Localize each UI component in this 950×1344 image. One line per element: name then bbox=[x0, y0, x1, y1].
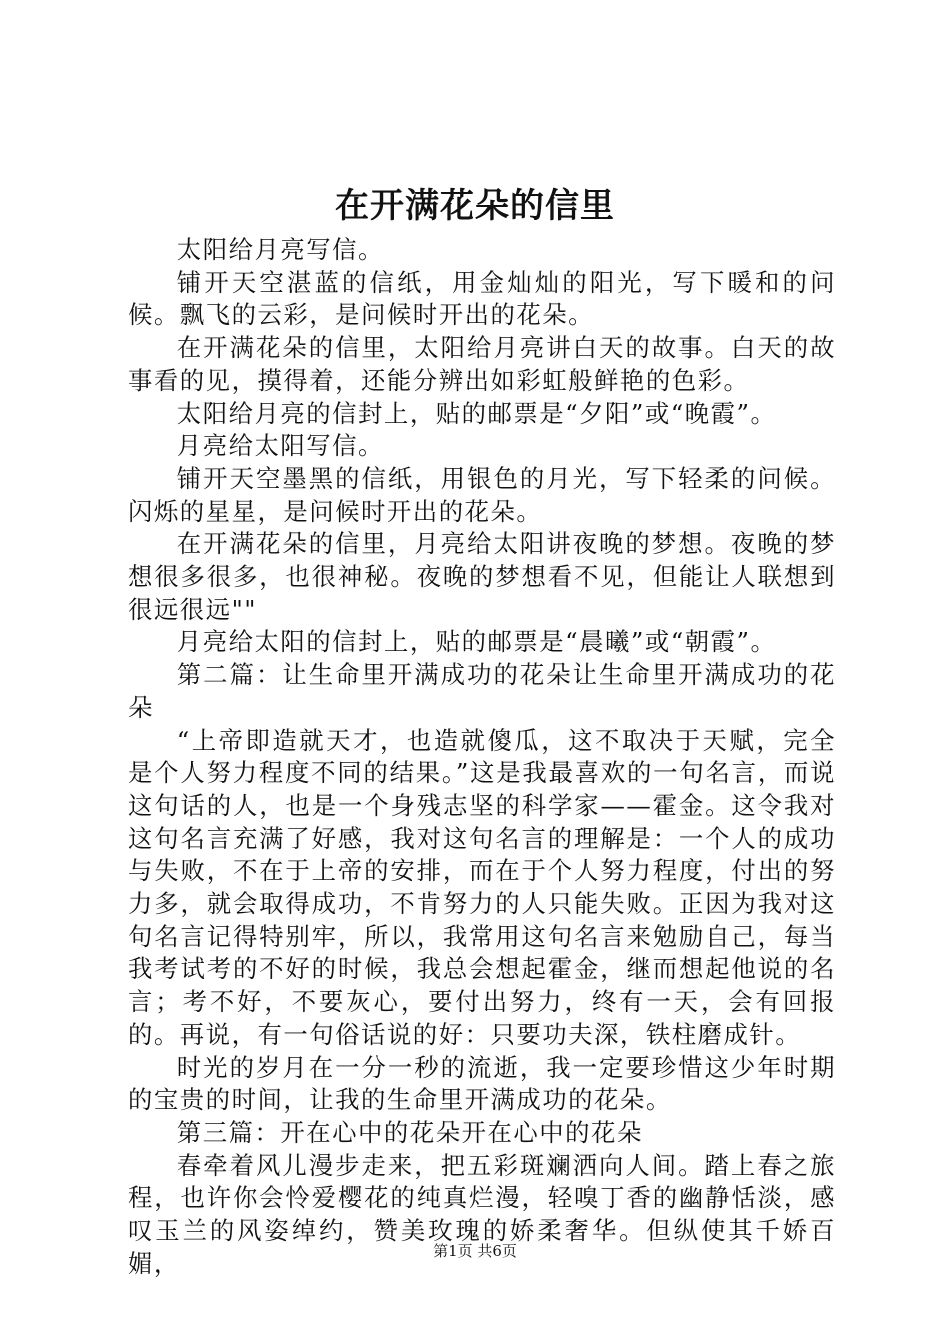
page-footer: 第1页 共6页 bbox=[433, 1242, 517, 1260]
paragraph: 在开满花朵的信里，太阳给月亮讲白天的故事。白天的故事看的见，摸得着，还能分辨出如彩虹般鲜艳的色彩。 bbox=[128, 333, 836, 395]
paragraph: 月亮给太阳写信。 bbox=[176, 431, 384, 461]
paragraph: 太阳给月亮的信封上，贴的邮票是“夕阳”或“晚霞”。 bbox=[176, 398, 777, 428]
paragraph: 在开满花朵的信里，月亮给太阳讲夜晚的梦想。夜晚的梦想很多很多，也很神秘。夜晚的梦想看不见，但能让人联想到很远很远"" bbox=[128, 529, 836, 624]
paragraph: 铺开天空墨黑的信纸，用银色的月光，写下轻柔的问候。闪烁的星星，是问候时开出的花朵。 bbox=[128, 463, 836, 526]
document-title: 在开满花朵的信里 bbox=[335, 186, 615, 226]
document-body bbox=[128, 234, 836, 1281]
paragraph: 铺开天空湛蓝的信纸，用金灿灿的阳光，写下暖和的问候。飘飞的云彩，是问候时开出的花朵。 bbox=[128, 267, 836, 330]
paragraph: 太阳给月亮写信。 bbox=[176, 235, 384, 264]
paragraph: 时光的岁月在一分一秒的流逝，我一定要珍惜这少年时期的宝贵的时间，让我的生命里开满成功的花朵。 bbox=[128, 1052, 836, 1115]
paragraph: 月亮给太阳的信封上，贴的邮票是“晨曦”或“朝霞”。 bbox=[176, 627, 777, 657]
section-heading: 第二篇：让生命里开满成功的花朵让生命里开满成功的花朵 bbox=[128, 660, 836, 722]
section-heading: 第三篇：开在心中的花朵开在心中的花朵 bbox=[176, 1117, 643, 1147]
paragraph: 春牵着风儿漫步走来，把五彩斑斓洒向人间。踏上春之旅程，也许你会怜爱樱花的纯真烂漫，轻嗅丁香的幽静恬淡，感叹玉兰的风姿绰约，赞美玫瑰的娇柔奢华。但纵使其千娇百媚， bbox=[128, 1150, 836, 1278]
paragraph: “上帝即造就天才，也造就傻瓜，这不取决于天赋，完全是个人努力程度不同的结果。”这是我最喜欢的一句名言，而说这句话的人，也是一个身残志坚的科学家——霍金。这令我对这句名言充满了好感，我对这句名言的理解是：一个人的成功与失败，不在于上帝的安排，而在于个人努力程度，付出的努力多，就会取得成功，不肯努力的人只能失败。正因为我对这句名言记得特别牢，所以，我常用这句名言来勉励自己，每当我考试考的不好的时候，我总会想起霍金，继而想起他说的名言；考不好，不要灰心，要付出努力，终有一天，会有回报的。再说，有一句俗话说的好：只要功夫深，铁柱磨成针。 bbox=[128, 725, 836, 1049]
